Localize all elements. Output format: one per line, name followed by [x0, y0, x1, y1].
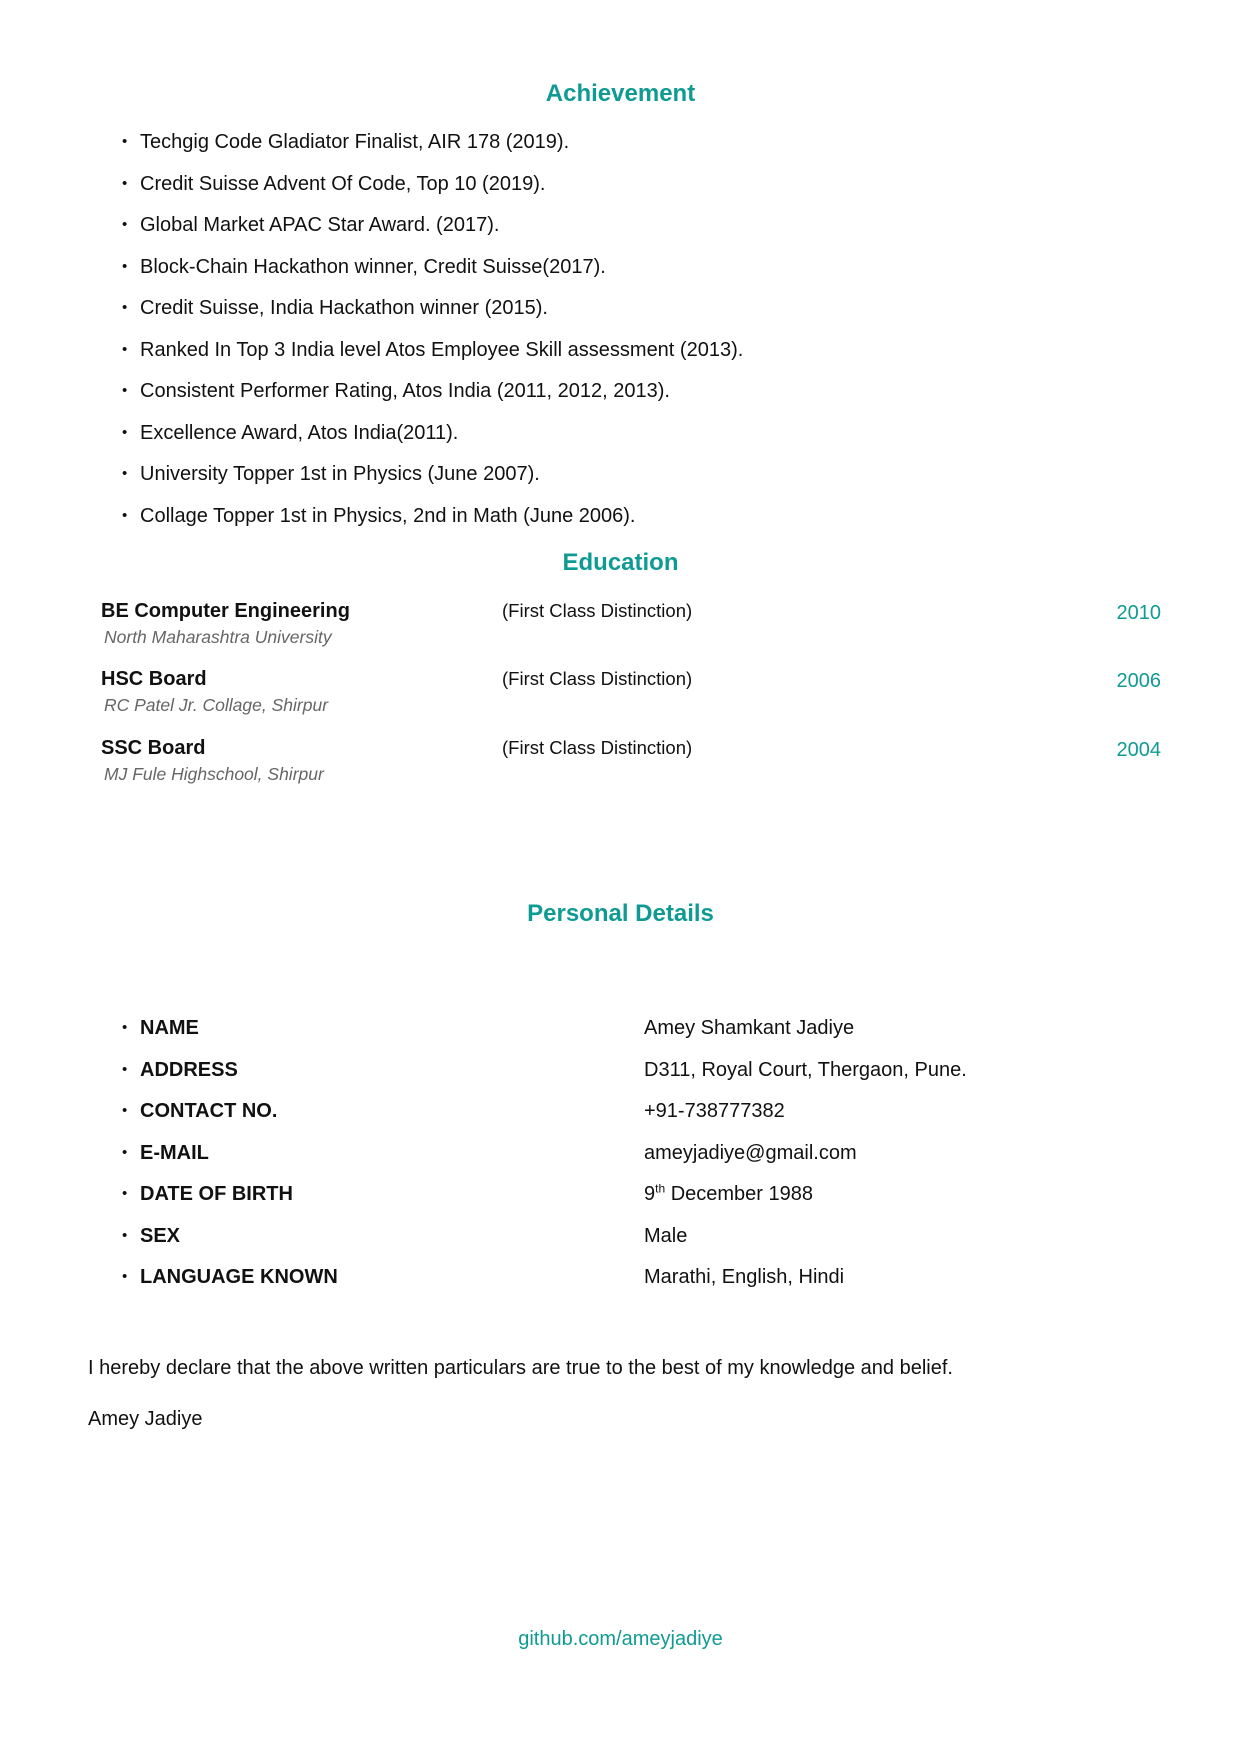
detail-value-languages: Marathi, English, Hindi — [644, 1266, 845, 1288]
detail-label-sex: SEX — [140, 1224, 181, 1247]
detail-value-email: ameyjadiye@gmail.com — [644, 1141, 857, 1164]
education-row — [101, 600, 1161, 656]
education-grade: (First Class Distinction) — [502, 737, 693, 758]
dob-month-year: December 1988 — [665, 1183, 814, 1205]
education-grade: (First Class Distinction) — [502, 600, 693, 621]
declaration-text: I hereby declare that the above written particulars are true to the best of my knowledge and belief. — [88, 1357, 953, 1379]
detail-label-contact: CONTACT NO. — [140, 1100, 278, 1122]
detail-label-email: E-MAIL — [140, 1141, 209, 1164]
personal-detail-row — [122, 1099, 1122, 1123]
personal-detail-row — [122, 1141, 1122, 1165]
signature-name: Amey Jadiye — [88, 1408, 203, 1430]
personal-detail-row — [122, 1058, 1122, 1082]
personal-detail-row — [122, 1182, 1122, 1206]
detail-label-languages: LANGUAGE KNOWN — [140, 1266, 338, 1288]
personal-details-list — [122, 1016, 1122, 1307]
education-year: 2004 — [1116, 739, 1161, 761]
education-title: Education — [562, 549, 679, 576]
education-row — [101, 737, 1161, 793]
achievement-item: • Consistent Performer Rating, Atos India (2011, 2012, 2013). — [122, 379, 743, 403]
achievement-item: • Excellence Award, Atos India(2011). — [122, 421, 743, 445]
detail-value-address: D311, Royal Court, Thergaon, Pune. — [644, 1058, 967, 1081]
achievement-item: • Credit Suisse, India Hackathon winner (2015). — [122, 296, 743, 320]
education-degree: SSC Board — [101, 737, 206, 759]
achievement-item: • University Topper 1st in Physics (June 2007). — [122, 462, 743, 486]
detail-value-contact: +91-738777382 — [644, 1100, 785, 1122]
education-year: 2010 — [1116, 602, 1161, 624]
achievement-item: • Credit Suisse Advent Of Code, Top 10 (2019). — [122, 172, 743, 196]
personal-detail-row — [122, 1265, 1122, 1289]
education-degree: BE Computer Engineering — [101, 600, 350, 622]
personal-details-title: Personal Details — [527, 900, 714, 927]
detail-label-name: NAME — [140, 1017, 199, 1039]
github-link[interactable]: github.com/ameyjadiye — [518, 1628, 723, 1650]
detail-value-name: Amey Shamkant Jadiye — [644, 1017, 855, 1039]
education-school: North Maharashtra University — [104, 627, 332, 647]
achievement-item: • Collage Topper 1st in Physics, 2nd in Math (June 2006). — [122, 504, 743, 528]
education-grade: (First Class Distinction) — [502, 668, 693, 689]
education-school: RC Patel Jr. Collage, Shirpur — [104, 695, 329, 715]
achievement-item: • Techgig Code Gladiator Finalist, AIR 178 (2019). — [122, 130, 743, 154]
detail-value-sex: Male — [644, 1224, 688, 1247]
education-school: MJ Fule Highschool, Shirpur — [104, 764, 324, 784]
achievement-item: • Block-Chain Hackathon winner, Credit Suisse(2017). — [122, 255, 743, 279]
education-year: 2006 — [1116, 670, 1161, 692]
education-row — [101, 668, 1161, 724]
personal-detail-row — [122, 1016, 1122, 1040]
achievement-item: • Ranked In Top 3 India level Atos Employee Skill assessment (2013). — [122, 338, 743, 362]
dob-day: 9 — [644, 1183, 656, 1205]
personal-detail-row — [122, 1224, 1122, 1248]
achievement-title: Achievement — [545, 80, 696, 107]
detail-label-address: ADDRESS — [140, 1058, 238, 1081]
detail-value-dob — [644, 1182, 813, 1206]
detail-label-dob: DATE OF BIRTH — [140, 1183, 293, 1205]
achievement-item: • Global Market APAC Star Award. (2017). — [122, 213, 743, 237]
dob-day-suffix: th — [655, 1181, 666, 1196]
achievement-list — [122, 130, 743, 545]
education-degree: HSC Board — [101, 668, 207, 690]
